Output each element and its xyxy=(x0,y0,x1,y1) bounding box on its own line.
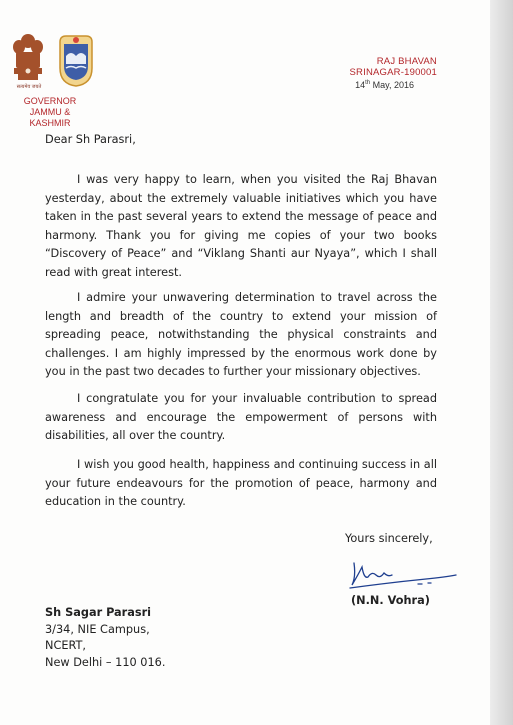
handwritten-signature xyxy=(346,557,458,593)
date-suffix: th xyxy=(365,80,371,86)
paragraph-4: I wish you good health, happiness and continuing success in all your future endeavours for the promotion of peace, harmony and education in the country. xyxy=(45,458,437,509)
date-month-year: May, 2016 xyxy=(370,80,414,90)
recipient-line-2: NCERT, xyxy=(45,639,86,652)
national-emblem-icon xyxy=(10,32,46,90)
recipient-line-3: New Delhi – 110 016. xyxy=(45,655,166,669)
office-line-1: GOVERNOR xyxy=(23,96,77,106)
address-line-2: SRINAGAR-190001 xyxy=(349,67,437,78)
date-day: 14 xyxy=(355,80,366,90)
emblem-motto: सत्यमेव जयते xyxy=(16,84,42,90)
recipient-address xyxy=(45,605,165,671)
paragraph-1: I was very happy to learn, when you visited the Raj Bhavan yesterday, about the extremely valuable initiatives which you have taken in the past several years to extend the message of peace and harmony. Thank you for giving me copies of your two books “Discovery of Peace” and “Viklang Shanti aur Nyaya”, which I shall read with great interest. xyxy=(45,173,437,279)
salutation: Dear Sh Parasri, xyxy=(45,133,136,146)
recipient-name: Sh Sagar Parasri xyxy=(45,606,152,619)
state-seal-icon xyxy=(58,34,94,88)
recipient-line-1: 3/34, NIE Campus, xyxy=(45,622,150,636)
paragraph-2: I admire your unwavering determination to travel across the length and breadth of the country to extend your mission of spreading peace, notwithstanding the physical constraints and challenges. I am highly impressed by the enormous work done by you in the past two decades to further your missionary objectives. xyxy=(45,291,437,379)
sender-address xyxy=(350,56,437,78)
paragraph-3: I congratulate you for your invaluable contribution to spread awareness and encourage the empowerment of persons with disabilities, all over the country. xyxy=(45,392,437,443)
office-title xyxy=(12,96,88,129)
address-line-1: RAJ BHAVAN xyxy=(376,56,437,67)
office-line-2: JAMMU & KASHMIR xyxy=(29,107,71,128)
signer-name: (N.N. Vohra) xyxy=(351,594,430,607)
letter-date xyxy=(355,80,414,90)
closing: Yours sincerely, xyxy=(345,532,433,545)
scan-edge-shadow xyxy=(490,0,513,725)
